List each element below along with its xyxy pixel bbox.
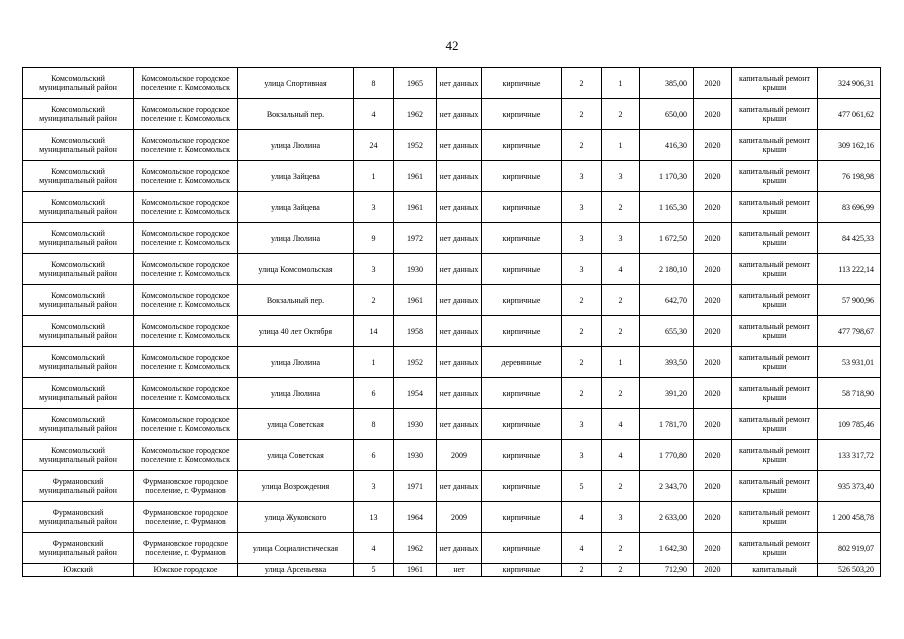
area-cell: 650,00 <box>640 99 694 130</box>
floors-cell: 3 <box>562 161 602 192</box>
cost-cell: 76 198,98 <box>818 161 881 192</box>
wall-material-cell: кирпичные <box>482 409 562 440</box>
cost-cell: 1 200 458,78 <box>818 502 881 533</box>
house-number-cell: 24 <box>354 130 394 161</box>
street-cell: улица Зайцева <box>238 161 354 192</box>
cost-cell: 57 900,96 <box>818 285 881 316</box>
cost-cell: 477 061,62 <box>818 99 881 130</box>
wall-material-cell: кирпичные <box>482 378 562 409</box>
house-number-cell: 8 <box>354 409 394 440</box>
entrances-cell: 2 <box>602 192 640 223</box>
house-number-cell: 1 <box>354 161 394 192</box>
build-year-cell: 1964 <box>394 502 437 533</box>
build-year-cell: 1930 <box>394 440 437 471</box>
district-cell: Комсомольский муниципальный район <box>23 316 134 347</box>
plan-year-cell: 2020 <box>694 533 732 564</box>
district-cell: Комсомольский муниципальный район <box>23 130 134 161</box>
entrances-cell: 4 <box>602 254 640 285</box>
settlement-cell: Комсомольское городское поселение г. Комсомольск <box>134 192 238 223</box>
entrances-cell: 3 <box>602 161 640 192</box>
floors-cell: 2 <box>562 68 602 99</box>
house-number-cell: 1 <box>354 347 394 378</box>
area-cell: 1 672,50 <box>640 223 694 254</box>
settlement-cell: Комсомольское городское поселение г. Комсомольск <box>134 409 238 440</box>
last-repair-year-cell: нет данных <box>437 378 482 409</box>
work-type-cell: капитальный ремонт крыши <box>732 99 818 130</box>
build-year-cell: 1961 <box>394 285 437 316</box>
plan-year-cell: 2020 <box>694 130 732 161</box>
house-number-cell: 2 <box>354 285 394 316</box>
build-year-cell: 1930 <box>394 409 437 440</box>
settlement-cell: Фурмановское городское поселение, г. Фурманов <box>134 471 238 502</box>
settlement-cell: Южское городское <box>134 564 238 577</box>
table-row <box>23 378 881 409</box>
wall-material-cell: кирпичные <box>482 161 562 192</box>
plan-year-cell: 2020 <box>694 378 732 409</box>
build-year-cell: 1962 <box>394 99 437 130</box>
district-cell: Фурмановский муниципальный район <box>23 471 134 502</box>
plan-year-cell: 2020 <box>694 161 732 192</box>
floors-cell: 2 <box>562 347 602 378</box>
wall-material-cell: кирпичные <box>482 440 562 471</box>
house-number-cell: 8 <box>354 68 394 99</box>
last-repair-year-cell: нет данных <box>437 99 482 130</box>
wall-material-cell: кирпичные <box>482 99 562 130</box>
plan-year-cell: 2020 <box>694 316 732 347</box>
page-number: 42 <box>445 38 459 53</box>
street-cell: Вокзальный пер. <box>238 99 354 130</box>
wall-material-cell: кирпичные <box>482 502 562 533</box>
area-cell: 712,90 <box>640 564 694 577</box>
settlement-cell: Комсомольское городское поселение г. Комсомольск <box>134 223 238 254</box>
settlement-cell: Фурмановское городское поселение, г. Фурманов <box>134 502 238 533</box>
street-cell: улица Люлина <box>238 223 354 254</box>
table-row <box>23 254 881 285</box>
cost-cell: 109 785,46 <box>818 409 881 440</box>
table-row <box>23 68 881 99</box>
plan-year-cell: 2020 <box>694 285 732 316</box>
area-cell: 391,20 <box>640 378 694 409</box>
table-row <box>23 192 881 223</box>
wall-material-cell: кирпичные <box>482 192 562 223</box>
cost-cell: 84 425,33 <box>818 223 881 254</box>
work-type-cell: капитальный ремонт крыши <box>732 471 818 502</box>
area-cell: 655,30 <box>640 316 694 347</box>
cost-cell: 526 503,20 <box>818 564 881 577</box>
district-cell: Комсомольский муниципальный район <box>23 99 134 130</box>
street-cell: улица Арсеньевка <box>238 564 354 577</box>
floors-cell: 3 <box>562 223 602 254</box>
street-cell: улица Люлина <box>238 347 354 378</box>
settlement-cell: Комсомольское городское поселение г. Комсомольск <box>134 130 238 161</box>
district-cell: Комсомольский муниципальный район <box>23 440 134 471</box>
street-cell: улица Спортивная <box>238 68 354 99</box>
wall-material-cell: кирпичные <box>482 223 562 254</box>
plan-year-cell: 2020 <box>694 564 732 577</box>
work-type-cell: капитальный ремонт крыши <box>732 533 818 564</box>
work-type-cell: капитальный ремонт крыши <box>732 502 818 533</box>
settlement-cell: Комсомольское городское поселение г. Комсомольск <box>134 440 238 471</box>
area-cell: 393,50 <box>640 347 694 378</box>
wall-material-cell: кирпичные <box>482 285 562 316</box>
work-type-cell: капитальный ремонт крыши <box>732 161 818 192</box>
floors-cell: 2 <box>562 99 602 130</box>
table-row <box>23 440 881 471</box>
floors-cell: 3 <box>562 440 602 471</box>
work-type-cell: капитальный ремонт крыши <box>732 316 818 347</box>
house-number-cell: 4 <box>354 533 394 564</box>
floors-cell: 4 <box>562 533 602 564</box>
district-cell: Комсомольский муниципальный район <box>23 223 134 254</box>
floors-cell: 2 <box>562 564 602 577</box>
settlement-cell: Комсомольское городское поселение г. Комсомольск <box>134 316 238 347</box>
house-number-cell: 14 <box>354 316 394 347</box>
district-cell: Комсомольский муниципальный район <box>23 192 134 223</box>
floors-cell: 5 <box>562 471 602 502</box>
entrances-cell: 2 <box>602 285 640 316</box>
street-cell: улица Социалистическая <box>238 533 354 564</box>
floors-cell: 2 <box>562 285 602 316</box>
table-row <box>23 564 881 577</box>
house-number-cell: 9 <box>354 223 394 254</box>
last-repair-year-cell: 2009 <box>437 502 482 533</box>
district-cell: Южский <box>23 564 134 577</box>
plan-year-cell: 2020 <box>694 471 732 502</box>
street-cell: улица Жуковского <box>238 502 354 533</box>
build-year-cell: 1971 <box>394 471 437 502</box>
wall-material-cell: кирпичные <box>482 471 562 502</box>
district-cell: Комсомольский муниципальный район <box>23 378 134 409</box>
build-year-cell: 1965 <box>394 68 437 99</box>
entrances-cell: 1 <box>602 130 640 161</box>
street-cell: улица 40 лет Октября <box>238 316 354 347</box>
housing-repair-table <box>22 67 881 577</box>
street-cell: улица Советская <box>238 440 354 471</box>
table-row <box>23 223 881 254</box>
build-year-cell: 1958 <box>394 316 437 347</box>
work-type-cell: капитальный ремонт крыши <box>732 68 818 99</box>
work-type-cell: капитальный ремонт крыши <box>732 347 818 378</box>
work-type-cell: капитальный ремонт крыши <box>732 130 818 161</box>
area-cell: 2 633,00 <box>640 502 694 533</box>
build-year-cell: 1954 <box>394 378 437 409</box>
last-repair-year-cell: нет данных <box>437 285 482 316</box>
settlement-cell: Комсомольское городское поселение г. Комсомольск <box>134 254 238 285</box>
build-year-cell: 1930 <box>394 254 437 285</box>
wall-material-cell: деревянные <box>482 347 562 378</box>
house-number-cell: 6 <box>354 440 394 471</box>
entrances-cell: 4 <box>602 409 640 440</box>
entrances-cell: 2 <box>602 564 640 577</box>
cost-cell: 802 919,07 <box>818 533 881 564</box>
entrances-cell: 1 <box>602 68 640 99</box>
last-repair-year-cell: нет данных <box>437 223 482 254</box>
cost-cell: 935 373,40 <box>818 471 881 502</box>
floors-cell: 4 <box>562 502 602 533</box>
last-repair-year-cell: нет данных <box>437 533 482 564</box>
table-body <box>23 68 881 577</box>
table-row <box>23 285 881 316</box>
floors-cell: 3 <box>562 254 602 285</box>
area-cell: 385,00 <box>640 68 694 99</box>
plan-year-cell: 2020 <box>694 68 732 99</box>
last-repair-year-cell: нет данных <box>437 409 482 440</box>
last-repair-year-cell: нет данных <box>437 471 482 502</box>
table-row <box>23 409 881 440</box>
floors-cell: 2 <box>562 378 602 409</box>
plan-year-cell: 2020 <box>694 440 732 471</box>
area-cell: 2 180,10 <box>640 254 694 285</box>
entrances-cell: 3 <box>602 502 640 533</box>
plan-year-cell: 2020 <box>694 502 732 533</box>
house-number-cell: 3 <box>354 254 394 285</box>
cost-cell: 58 718,90 <box>818 378 881 409</box>
entrances-cell: 3 <box>602 223 640 254</box>
table-row <box>23 533 881 564</box>
entrances-cell: 2 <box>602 378 640 409</box>
last-repair-year-cell: нет данных <box>437 130 482 161</box>
settlement-cell: Комсомольское городское поселение г. Комсомольск <box>134 161 238 192</box>
cost-cell: 133 317,72 <box>818 440 881 471</box>
settlement-cell: Комсомольское городское поселение г. Комсомольск <box>134 378 238 409</box>
last-repair-year-cell: нет данных <box>437 161 482 192</box>
area-cell: 642,70 <box>640 285 694 316</box>
work-type-cell: капитальный <box>732 564 818 577</box>
street-cell: Вокзальный пер. <box>238 285 354 316</box>
entrances-cell: 4 <box>602 440 640 471</box>
wall-material-cell: кирпичные <box>482 533 562 564</box>
area-cell: 2 343,70 <box>640 471 694 502</box>
cost-cell: 83 696,99 <box>818 192 881 223</box>
work-type-cell: капитальный ремонт крыши <box>732 285 818 316</box>
last-repair-year-cell: нет данных <box>437 347 482 378</box>
cost-cell: 309 162,16 <box>818 130 881 161</box>
district-cell: Комсомольский муниципальный район <box>23 285 134 316</box>
build-year-cell: 1952 <box>394 130 437 161</box>
cost-cell: 53 931,01 <box>818 347 881 378</box>
district-cell: Комсомольский муниципальный район <box>23 254 134 285</box>
house-number-cell: 13 <box>354 502 394 533</box>
area-cell: 1 781,70 <box>640 409 694 440</box>
work-type-cell: капитальный ремонт крыши <box>732 223 818 254</box>
settlement-cell: Комсомольское городское поселение г. Комсомольск <box>134 99 238 130</box>
floors-cell: 2 <box>562 130 602 161</box>
area-cell: 1 642,30 <box>640 533 694 564</box>
entrances-cell: 2 <box>602 471 640 502</box>
table-row <box>23 471 881 502</box>
district-cell: Фурмановский муниципальный район <box>23 502 134 533</box>
table-row <box>23 161 881 192</box>
last-repair-year-cell: 2009 <box>437 440 482 471</box>
wall-material-cell: кирпичные <box>482 130 562 161</box>
street-cell: улица Зайцева <box>238 192 354 223</box>
table-row <box>23 347 881 378</box>
district-cell: Комсомольский муниципальный район <box>23 347 134 378</box>
street-cell: улица Советская <box>238 409 354 440</box>
work-type-cell: капитальный ремонт крыши <box>732 440 818 471</box>
build-year-cell: 1961 <box>394 161 437 192</box>
plan-year-cell: 2020 <box>694 223 732 254</box>
plan-year-cell: 2020 <box>694 99 732 130</box>
settlement-cell: Комсомольское городское поселение г. Комсомольск <box>134 68 238 99</box>
house-number-cell: 5 <box>354 564 394 577</box>
wall-material-cell: кирпичные <box>482 254 562 285</box>
floors-cell: 2 <box>562 316 602 347</box>
plan-year-cell: 2020 <box>694 409 732 440</box>
build-year-cell: 1952 <box>394 347 437 378</box>
cost-cell: 324 906,31 <box>818 68 881 99</box>
settlement-cell: Комсомольское городское поселение г. Комсомольск <box>134 285 238 316</box>
plan-year-cell: 2020 <box>694 254 732 285</box>
house-number-cell: 3 <box>354 471 394 502</box>
build-year-cell: 1961 <box>394 192 437 223</box>
entrances-cell: 1 <box>602 347 640 378</box>
district-cell: Комсомольский муниципальный район <box>23 161 134 192</box>
area-cell: 1 170,30 <box>640 161 694 192</box>
table-row <box>23 99 881 130</box>
district-cell: Комсомольский муниципальный район <box>23 409 134 440</box>
build-year-cell: 1961 <box>394 564 437 577</box>
wall-material-cell: кирпичные <box>482 564 562 577</box>
house-number-cell: 3 <box>354 192 394 223</box>
wall-material-cell: кирпичные <box>482 68 562 99</box>
last-repair-year-cell: нет данных <box>437 316 482 347</box>
plan-year-cell: 2020 <box>694 192 732 223</box>
cost-cell: 477 798,67 <box>818 316 881 347</box>
street-cell: улица Комсомольская <box>238 254 354 285</box>
settlement-cell: Фурмановское городское поселение, г. Фурманов <box>134 533 238 564</box>
work-type-cell: капитальный ремонт крыши <box>732 192 818 223</box>
district-cell: Фурмановский муниципальный район <box>23 533 134 564</box>
street-cell: улица Люлина <box>238 378 354 409</box>
work-type-cell: капитальный ремонт крыши <box>732 409 818 440</box>
floors-cell: 3 <box>562 192 602 223</box>
area-cell: 416,30 <box>640 130 694 161</box>
entrances-cell: 2 <box>602 316 640 347</box>
wall-material-cell: кирпичные <box>482 316 562 347</box>
area-cell: 1 165,30 <box>640 192 694 223</box>
district-cell: Комсомольский муниципальный район <box>23 68 134 99</box>
entrances-cell: 2 <box>602 99 640 130</box>
plan-year-cell: 2020 <box>694 347 732 378</box>
floors-cell: 3 <box>562 409 602 440</box>
last-repair-year-cell: нет <box>437 564 482 577</box>
build-year-cell: 1972 <box>394 223 437 254</box>
work-type-cell: капитальный ремонт крыши <box>732 378 818 409</box>
entrances-cell: 2 <box>602 533 640 564</box>
table-row <box>23 316 881 347</box>
build-year-cell: 1962 <box>394 533 437 564</box>
street-cell: улица Возрождения <box>238 471 354 502</box>
area-cell: 1 770,80 <box>640 440 694 471</box>
last-repair-year-cell: нет данных <box>437 68 482 99</box>
house-number-cell: 6 <box>354 378 394 409</box>
table-row <box>23 130 881 161</box>
last-repair-year-cell: нет данных <box>437 192 482 223</box>
street-cell: улица Люлина <box>238 130 354 161</box>
cost-cell: 113 222,14 <box>818 254 881 285</box>
settlement-cell: Комсомольское городское поселение г. Комсомольск <box>134 347 238 378</box>
house-number-cell: 4 <box>354 99 394 130</box>
last-repair-year-cell: нет данных <box>437 254 482 285</box>
work-type-cell: капитальный ремонт крыши <box>732 254 818 285</box>
table-row <box>23 502 881 533</box>
